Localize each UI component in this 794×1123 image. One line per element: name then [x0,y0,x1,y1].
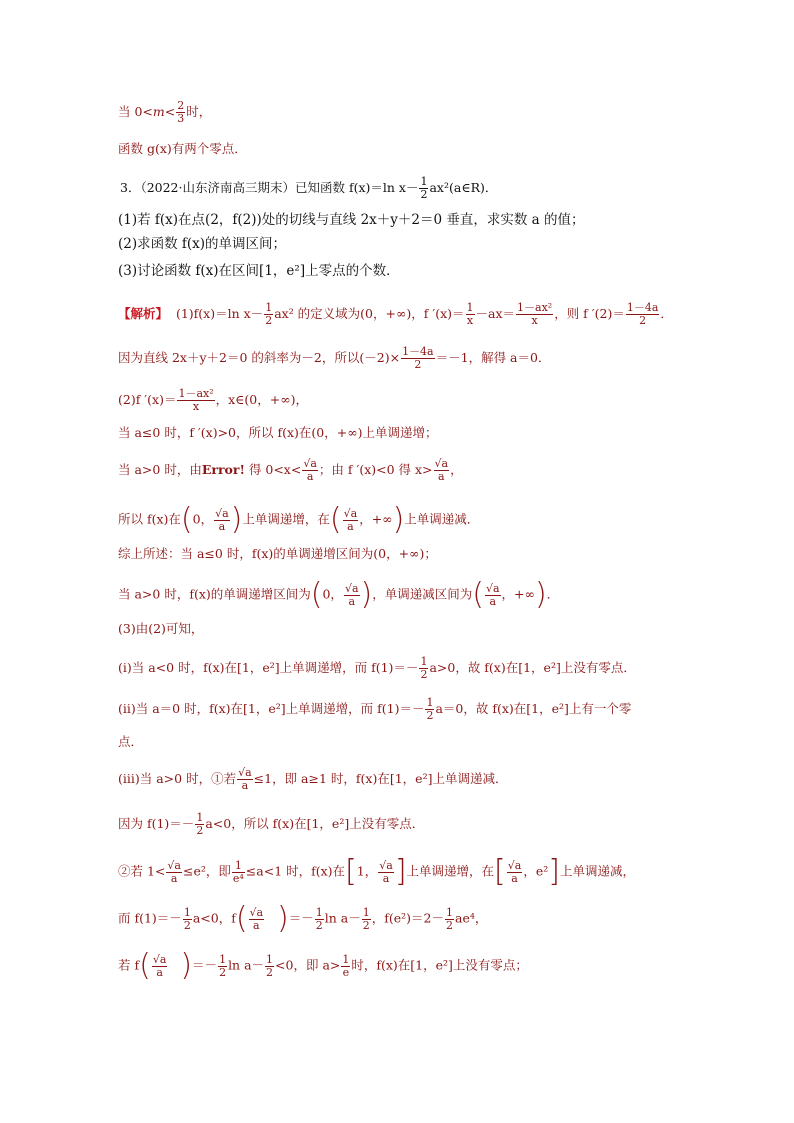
solution-line-13: 因为 f(1)＝－ $\frac{1}{2}$ a<0，所以 f(x)在[1，e²]上没有零点． [118,811,425,837]
solution-line-7: 综上所述：当 a≤0 时，f(x)的单调递增区间为(0，+∞)； [118,546,437,561]
solution-line-11b: 点． [118,734,144,749]
fraction: $\frac{2}{3}$ [177,99,185,125]
solution-line-2: 因为直线 2x＋y＋2＝0 的斜率为－2，所以(－2)× $\frac{1-4a}{2}$ ＝－1，解得 a＝0． [118,345,551,371]
error-text: Error! [201,462,245,477]
solution-line-16: 若 f( $\frac{√a}{a}$ )＝－ $\frac{1}{2}$ ln a－ $\frac{1}{2}$ <0，即 a> $\frac{1}{e}$ 时，f(x)在[1，e²]上没有零点； [118,948,528,983]
question-2: (2)求函数 f(x)的单调区间； [118,236,287,252]
solution-line-6: 所以 f(x)在(0， $\frac{√a}{a}$ )上单调递增，在( $\frac{√a}{a}$ ，+∞)上单调递减． [118,502,480,537]
solution-line-5: 当 a>0 时，由Error! 得 0<x< $\frac{√a}{a}$ ；由 f ′(x)<0 得 x> $\frac{√a}{a}$ ， [118,457,463,483]
question-3: (3)讨论函数 f(x)在区间[1，e²]上零点的个数． [118,263,400,279]
question-1: (1)若 f(x)在点(2，f(2))处的切线与直线 2x＋y＋2＝0 垂直，求实数 a 的值； [118,212,585,228]
solution-line-12: (ⅲ)当 a>0 时，①若 $\frac{√a}{a}$ ≤1，即 a≥1 时，f(x)在[1，e²]上单调递减． [118,766,508,792]
solution-line-14: ②若 1< $\frac{√a}{a}$ ≤e²，即 $\frac{1}{\text{e⁴}}$ ≤a<1 时，f(x)在[1， $\frac{√a}{a}$ ]上单调递增，在[ $\frac{√a}{a}$ ，e²]上单调递减， [118,854,635,889]
solution-line-3: (2)f ′(x)＝ $\frac{\text{1－ax²}}{x}$ ，x∈(0，+∞)， [118,387,309,413]
solution-line-9: (3)由(2)可知， [118,621,204,636]
cont-line-1: 当 0<m< $\frac{2}{3}$ 时， [118,99,212,125]
problem-stem: 3．（2022·山东济南高三期末）已知函数 f(x)＝ln x－ $\frac{1}{2}$ ax²(a∈R)． [120,175,498,201]
solution-line-8: 当 a>0 时，f(x)的单调递增区间为(0， $\frac{√a}{a}$ )，单调递减区间为( $\frac{√a}{a}$ ，+∞)． [118,577,560,612]
solution-line-4: 当 a≤0 时，f ′(x)>0，所以 f(x)在(0，+∞)上单调递增； [118,425,438,440]
solution-line-1: 【解析】 (1)f(x)＝ln x－ $\frac{1}{2}$ ax² 的定义域为(0，+∞)，f ′(x)＝ $\frac{1}{x}$ －ax＝ $\frac{\text{1－ax²}}{x}$ ，则 f ′(2)＝ $\frac{1-4a}{2}$ ． [118,301,673,327]
solution-line-11: (ⅱ)当 a＝0 时，f(x)在[1，e²]上单调递增，而 f(1)＝－ $\frac{1}{2}$ a＝0，故 f(x)在[1，e²]上有一个零 [118,696,632,722]
solution-line-10: (ⅰ)当 a<0 时，f(x)在[1，e²]上单调递增，而 f(1)＝－ $\frac{1}{2}$ a>0，故 f(x)在[1，e²]上没有零点． [118,655,636,681]
solution-line-15: 而 f(1)＝－ $\frac{1}{2}$ a<0，f( $\frac{√a}{a}$ )＝－ $\frac{1}{2}$ ln a－ $\frac{1}{2}$ ，f(e²)＝2－ $\frac{1}{2}$ ae⁴， [118,901,488,936]
solution-tag: 【解析】 [118,306,169,321]
cont-line-2: 函数 g(x)有两个零点． [118,141,247,156]
